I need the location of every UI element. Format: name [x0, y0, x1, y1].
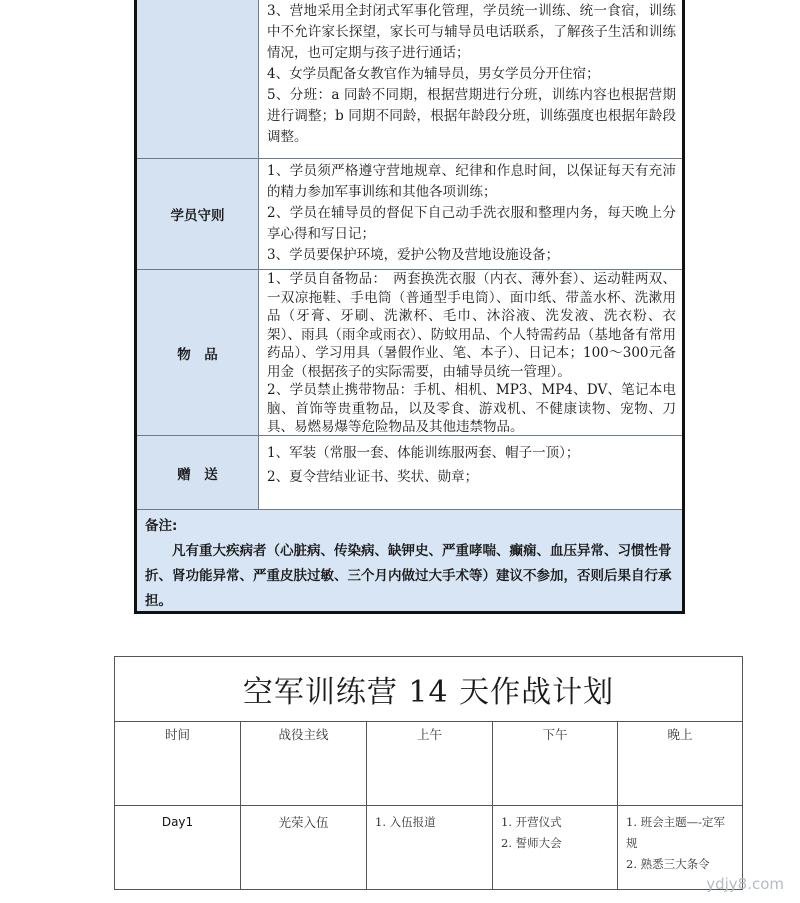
row-label [137, 0, 259, 158]
rules-row-management [137, 0, 682, 159]
paragraph: 2、学员在辅导员的督促下自己动手洗衣服和整理内务，每天晚上分享心得和写日记； [267, 205, 676, 242]
row-content [259, 159, 682, 269]
header-time: 时间 [115, 721, 241, 806]
paragraph: 1、学员须严格遵守营地规章、纪律和作息时间，以保证每天有充沛的精力参加军事训练和其他各项训练； [267, 163, 676, 200]
row-content [259, 270, 682, 435]
header-evening: 晚上 [618, 721, 742, 806]
list-item: 1. 班会主题—-定军规 [626, 815, 726, 850]
paragraph: 3、营地采用全封闭式军事化管理，学员统一训练、统一食宿，训练中不允许家长探望，家长可与辅导员电话联系，了解孩子生活和训练情况，也可定期与孩子进行通话； [267, 3, 676, 61]
header-theme: 战役主线 [241, 721, 367, 806]
paragraph: 5、分班：a 同龄不同期，根据营期进行分班，训练内容也根据营期进行调整；b 同期不同龄，根据年龄段分班，训练强度也根据年龄段调整。 [267, 87, 676, 145]
table-row-afternoon [493, 806, 618, 889]
table-row-theme: 光荣入伍 [241, 806, 367, 889]
header-afternoon: 下午 [493, 721, 618, 806]
plan-title: 空军训练营 14 天作战计划 [115, 657, 742, 722]
row-label: 赠 送 [137, 436, 259, 509]
paragraph: 3、学员要保护环境，爱护公物及营地设施设备； [267, 247, 560, 263]
row-content [259, 436, 682, 509]
list-item: 2. 誓师大会 [501, 836, 562, 850]
paragraph: 1、军装（常服一套、体能训练服两套、帽子一顶）； [267, 445, 580, 461]
row-label: 学员守则 [137, 159, 259, 269]
remarks-section [137, 510, 682, 611]
row-content [259, 0, 682, 158]
remarks-text: 凡有重大疾病者（心脏病、传染病、缺钾史、严重哮喘、癫痫、血压异常、习惯性骨折、肾功能异常、严重皮肤过敏、三个月内做过大手术等）建议不参加，否则后果自行承担。 [145, 543, 672, 609]
rules-row-gifts [137, 436, 682, 510]
rules-table [134, 0, 685, 614]
list-item: 2. 熟悉三大条令 [626, 857, 710, 871]
header-morning: 上午 [367, 721, 493, 806]
paragraph: 4、女学员配备女教官作为辅导员，男女学员分开住宿； [267, 66, 600, 82]
table-row-day: Day1 [115, 806, 241, 889]
rules-row-code-of-conduct [137, 159, 682, 270]
list-item: 1. 开营仪式 [501, 815, 562, 829]
row-label: 物 品 [137, 270, 259, 435]
paragraph: 2、学员禁止携带物品：手机、相机、MP3、MP4、DV、笔记本电脑、首饰等贵重物品，以及零食、游戏机、不健康读物、宠物、刀具、易燃易爆等危险物品及其他违禁物品。 [267, 382, 676, 435]
table-row-morning [367, 806, 493, 889]
plan-table [114, 656, 743, 890]
list-item: 1. 入伍报道 [375, 815, 436, 829]
paragraph: 2、夏令营结业证书、奖状、勋章； [267, 469, 479, 485]
remarks-label: 备注: [145, 518, 178, 534]
rules-row-items [137, 270, 682, 436]
paragraph: 1、学员自备物品： 两套换洗衣服（内衣、薄外套）、运动鞋两双、一双凉拖鞋、手电筒（普通型手电筒）、面巾纸、带盖水杯、洗漱用品（牙膏、牙刷、洗漱杯、毛巾、沐浴液、洗发液、洗衣粉、衣架）、雨具（雨伞或雨衣）、防蚊用品、个人特需药品（基地备有常用药品）、学习用具（暑假作业、笔、本子）、日记本；100～300元备用金（根据孩子的实际需要，由辅导员统一管理）。 [267, 271, 676, 380]
watermark: ydjy8.com [706, 875, 784, 893]
